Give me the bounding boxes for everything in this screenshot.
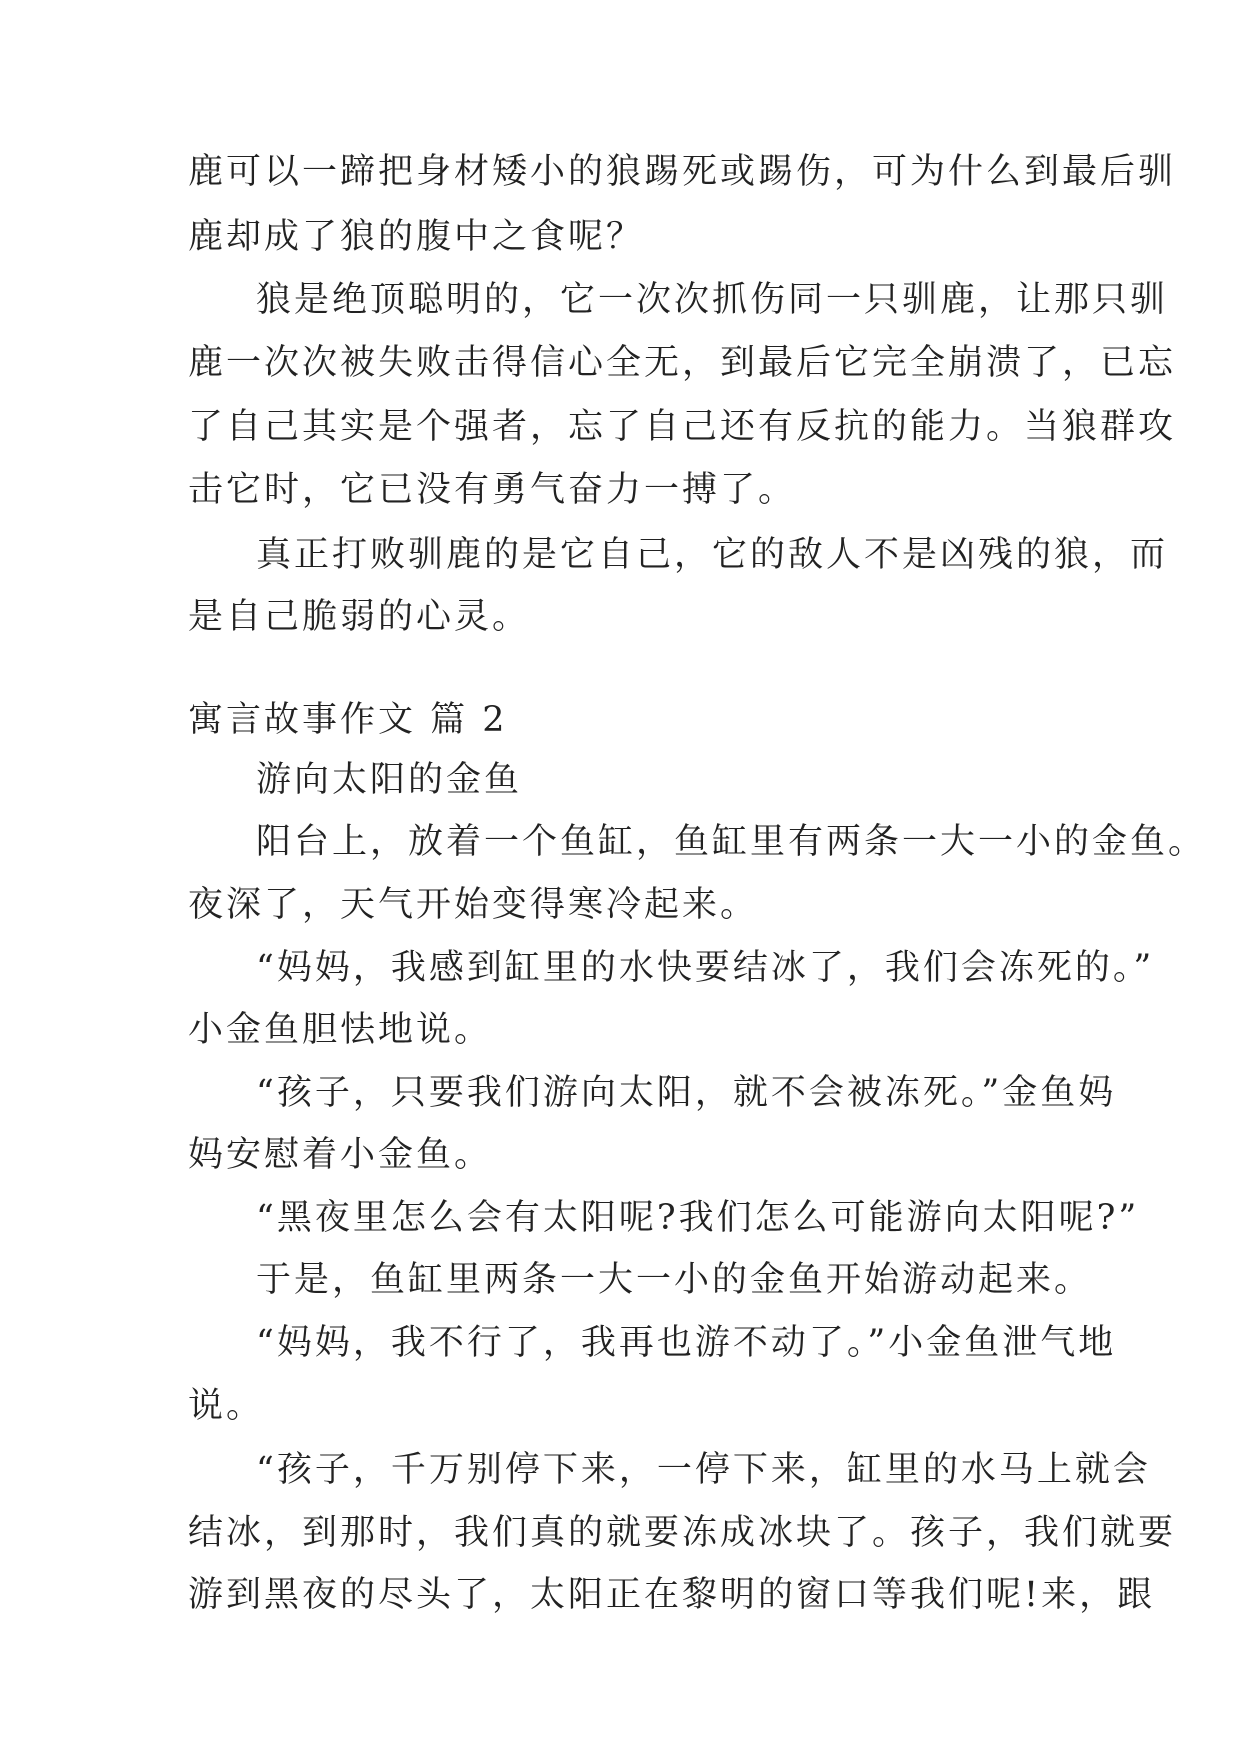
- paragraph-line: 真正打败驯鹿的是它自己，它的敌人不是凶残的狼，而: [256, 535, 1169, 575]
- text-line: 鹿一次次被失败击得信心全无，到最后它完全崩溃了，已忘: [188, 343, 1177, 383]
- text-line: 游到黑夜的尽头了，太阳正在黎明的窗口等我们呢!来，跟: [188, 1575, 1156, 1615]
- paragraph-line: 阳台上，放着一个鱼缸，鱼缸里有两条一大一小的金鱼。: [256, 822, 1207, 862]
- paragraph-line: “妈妈，我不行了，我再也游不动了。”小金鱼泄气地: [256, 1323, 1117, 1363]
- paragraph-line: 于是，鱼缸里两条一大一小的金鱼开始游动起来。: [256, 1260, 1093, 1300]
- text-line: 鹿却成了狼的腹中之食呢？: [188, 217, 645, 257]
- text-line: 结冰，到那时，我们真的就要冻成冰块了。孩子，我们就要: [188, 1513, 1177, 1553]
- paragraph-line: “孩子，千万别停下来，一停下来，缸里的水马上就会: [256, 1450, 1151, 1490]
- section-heading: 寓言故事作文 篇 2: [188, 700, 508, 740]
- text-line: 小金鱼胆怯地说。: [188, 1010, 493, 1050]
- text-line: 鹿可以一蹄把身材矮小的狼踢死或踢伤，可为什么到最后驯: [188, 152, 1177, 192]
- text-line: 夜深了，天气开始变得寒冷起来。: [188, 885, 759, 925]
- text-line: 说。: [188, 1386, 265, 1426]
- paragraph-line: 狼是绝顶聪明的，它一次次抓伤同一只驯鹿，让那只驯: [256, 280, 1169, 320]
- paragraph-line: “妈妈，我感到缸里的水快要结冰了，我们会冻死的。”: [256, 948, 1155, 988]
- paragraph-line: “孩子，只要我们游向太阳，就不会被冻死。”金鱼妈: [256, 1073, 1117, 1113]
- text-line: 是自己脆弱的心灵。: [188, 597, 531, 637]
- paragraph-line: “黑夜里怎么会有太阳呢?我们怎么可能游向太阳呢?”: [256, 1198, 1140, 1238]
- text-line: 了自己其实是个强者，忘了自己还有反抗的能力。当狼群攻: [188, 407, 1177, 447]
- text-line: 击它时，它已没有勇气奋力一搏了。: [188, 470, 797, 510]
- text-line: 妈安慰着小金鱼。: [188, 1135, 493, 1175]
- story-title: 游向太阳的金鱼: [256, 760, 523, 800]
